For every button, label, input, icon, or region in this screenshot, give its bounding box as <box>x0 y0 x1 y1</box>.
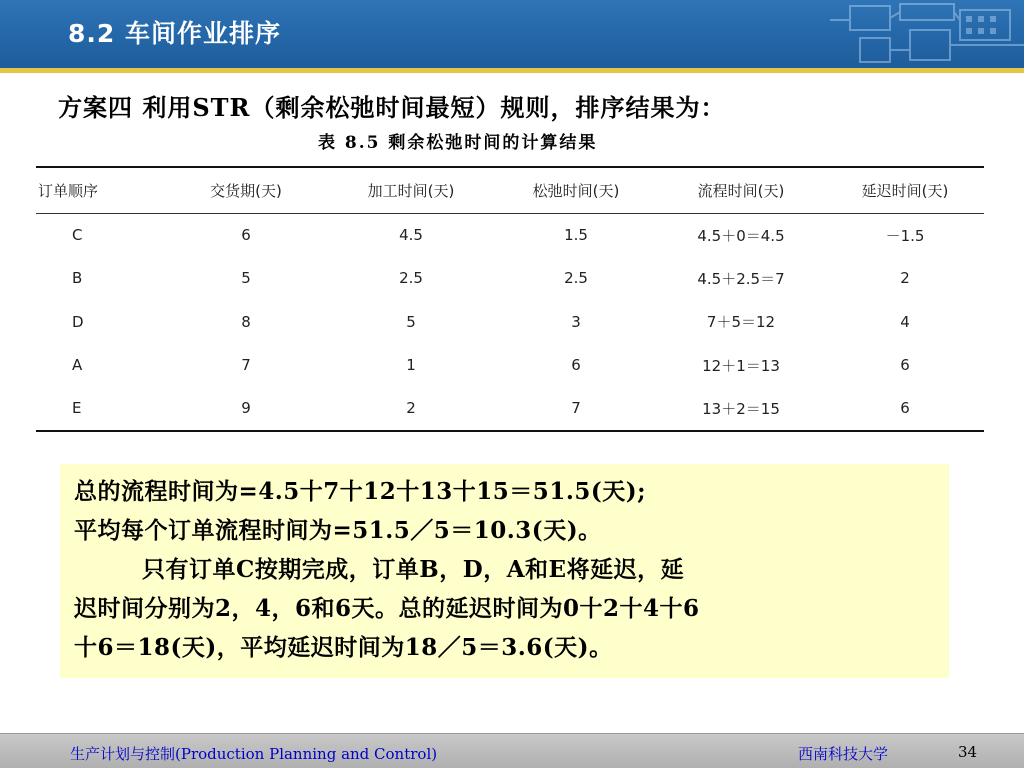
table-cell: 5 <box>241 269 251 288</box>
footer-bar <box>0 733 1024 768</box>
table-cell: 7 <box>571 399 581 418</box>
table-cell: 7＋5＝12 <box>706 313 776 332</box>
table-caption: 表 8.5 剩余松弛时间的计算结果 <box>318 133 598 153</box>
table-cell: 4.5 <box>399 226 423 244</box>
table-cell: 2.5 <box>564 269 588 288</box>
column-header: 订单顺序 <box>38 181 99 200</box>
table-row <box>36 213 984 257</box>
table-cell: C <box>72 226 83 244</box>
page-number: 34 <box>958 743 978 761</box>
footer-school-name: 西南科技大学 <box>798 745 889 763</box>
table-cell: 2 <box>406 399 416 418</box>
table-cell: 6 <box>900 356 910 375</box>
table-row <box>36 300 984 344</box>
table-cell: 12＋1＝13 <box>702 356 780 375</box>
table-cell: 5 <box>406 312 416 331</box>
table-cell: D <box>72 312 84 331</box>
scheme-heading: 方案四 利用STR（剩余松弛时间最短）规则，排序结果为： <box>58 93 726 122</box>
column-header: 加工时间(天) <box>367 181 455 200</box>
table-cell: 6 <box>241 226 251 244</box>
table-cell: 1 <box>406 356 416 375</box>
header-bar <box>0 0 1024 68</box>
header-accent-rule <box>0 68 1024 73</box>
table-cell: 4.5＋0＝4.5 <box>697 226 785 245</box>
table-row <box>36 257 984 301</box>
table-cell: 2.5 <box>399 269 423 288</box>
footer-course-title: 生产计划与控制(Production Planning and Control) <box>70 745 438 763</box>
table-cell: 4.5＋2.5＝7 <box>697 269 785 288</box>
slack-time-table <box>36 166 984 432</box>
table-header-row <box>36 167 984 213</box>
table-cell: A <box>72 356 83 375</box>
table-cell: 3 <box>571 312 581 331</box>
table-row <box>36 387 984 431</box>
table-cell: E <box>72 399 82 418</box>
column-header: 松弛时间(天) <box>532 181 620 200</box>
table-cell: 13＋2＝15 <box>702 399 780 418</box>
summary-line: 平均每个订单流程时间为=51.5／5＝10.3(天)。 <box>74 517 602 544</box>
column-header: 延迟时间(天) <box>861 181 949 200</box>
table-cell: 1.5 <box>564 226 588 244</box>
column-header: 流程时间(天) <box>697 181 785 200</box>
table-cell: 8 <box>241 312 251 331</box>
summary-line: 只有订单C按期完成，订单B，D，A和E将延迟，延 <box>142 556 685 583</box>
slide-title: 8.2 车间作业排序 <box>68 19 281 48</box>
table-cell: 7 <box>241 356 251 375</box>
table-row <box>36 344 984 388</box>
circuit-decoration-icon <box>830 0 1024 68</box>
summary-line: 迟时间分别为2，4，6和6天。总的延迟时间为0十2十4十6 <box>74 595 700 622</box>
table-cell: －1.5 <box>885 226 925 245</box>
summary-line: 十6＝18(天)，平均延迟时间为18／5＝3.6(天)。 <box>74 634 613 661</box>
table-cell: B <box>72 269 83 288</box>
table-cell: 4 <box>900 312 910 331</box>
table-cell: 2 <box>900 269 910 288</box>
table-cell: 6 <box>571 356 581 375</box>
table-cell: 9 <box>241 399 251 418</box>
summary-line: 总的流程时间为=4.5十7十12十13十15＝51.5(天); <box>74 478 647 505</box>
summary-box <box>60 464 949 678</box>
table-cell: 6 <box>900 399 910 418</box>
column-header: 交货期(天) <box>210 181 282 200</box>
